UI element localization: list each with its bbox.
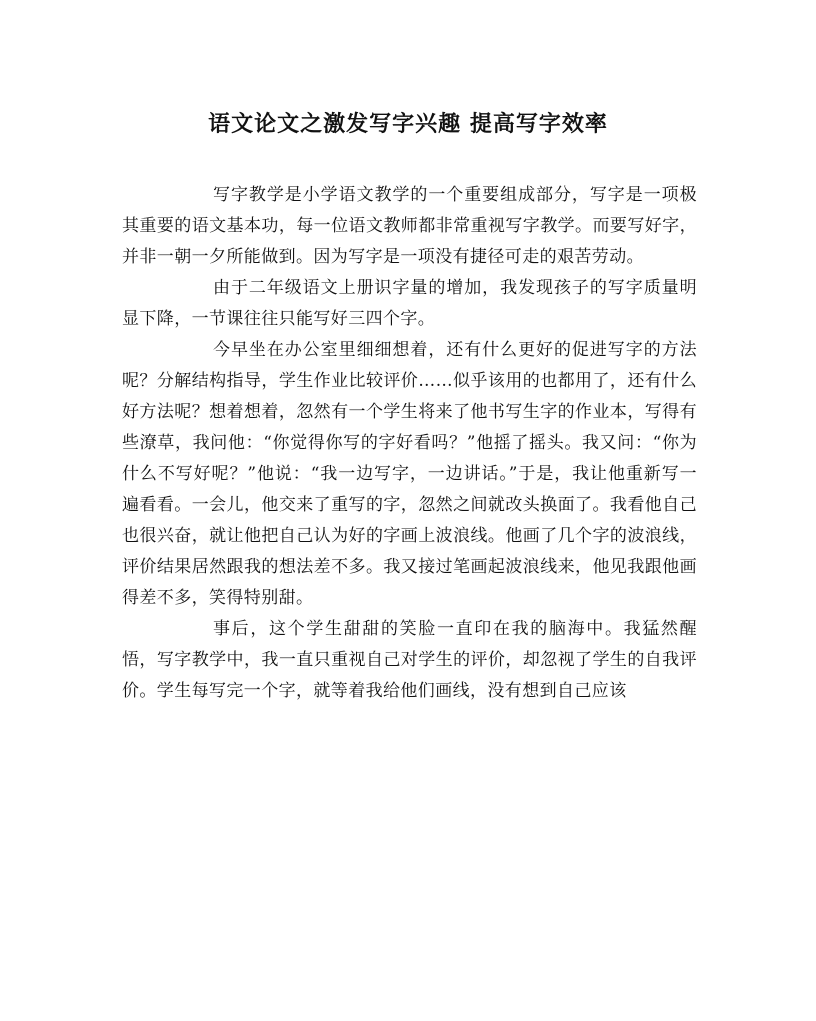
paragraph-3: 今早坐在办公室里细细想着，还有什么更好的促进写字的方法呢？分解结构指导，学生作业比较评价……似乎该用的也都用了，还有什么好方法呢？想着想着，忽然有一个学生将来了他书写生字的作业本，写得有些潦草，我问他：“你觉得你写的字好看吗？”他摇了摇头。我又问：“你为什么不写好呢？”他说：“我一边写字，一边讲话。”于是，我让他重新写一遍看看。一会儿，他交来了重写的字，忽然之间就改头换面了。我看他自己也很兴奋，就让他把自己认为好的字画上波浪线。他画了几个字的波浪线，评价结果居然跟我的想法差不多。我又接过笔画起波浪线来，他见我跟他画得差不多，笑得特别甜。: [122, 340, 697, 608]
paragraph-2: 由于二年级语文上册识字量的增加，我发现孩子的写字质量明显下降，一节课往往只能写好三四个字。: [122, 278, 697, 329]
document-title: 语文论文之激发写字兴趣 提高写字效率: [208, 111, 608, 137]
document-body: [122, 180, 697, 707]
paragraph-4: 事后，这个学生甜甜的笑脸一直印在我的脑海中。我猛然醒悟，写字教学中，我一直只重视自己对学生的评价，却忽视了学生的自我评价。学生每写完一个字，就等着我给他们画线，没有想到自己应该: [122, 619, 697, 701]
paragraph-1: 写字教学是小学语文教学的一个重要组成部分，写字是一项极其重要的语文基本功，每一位语文教师都非常重视写字教学。而要写好字，并非一朝一夕所能做到。因为写字是一项没有捷径可走的艰苦劳动。: [122, 185, 697, 267]
